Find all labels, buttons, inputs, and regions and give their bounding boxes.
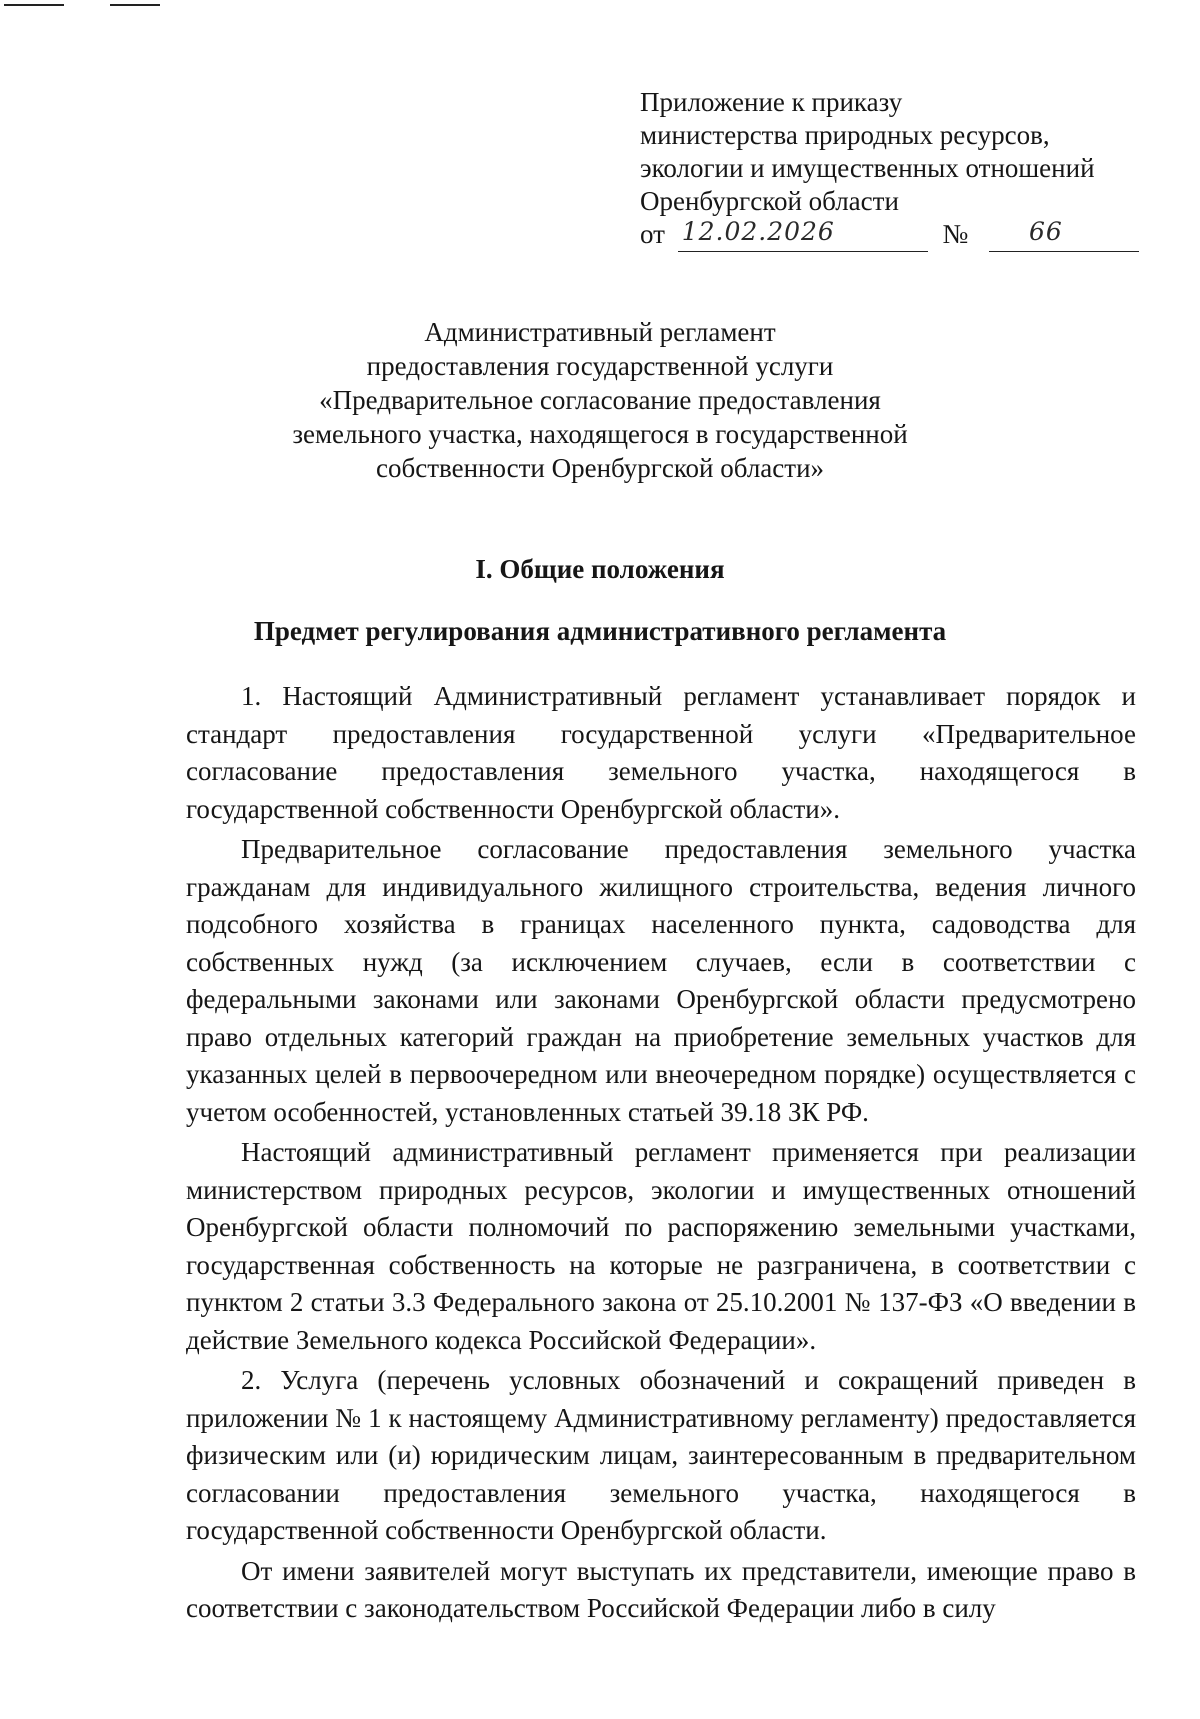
number-fill-line: [989, 218, 1139, 252]
scan-corner-mark-left: [4, 4, 64, 6]
handwritten-date: 12.02.2026: [681, 217, 835, 246]
paragraph: Настоящий административный регламент применяется при реализации министерством природных ресурсов, экологии и имущественных отношений Оренбургской области полномочий по распоряжению земельными участками, государственная собственность на которые не разграничена, в соответствии с пунктом 2 статьи 3.3 Федерального закона от 25.10.2001 № 137-ФЗ «О введении в действие Земельного кодекса Российской Федерации».: [186, 1137, 1136, 1355]
handwritten-number: 66: [1028, 217, 1063, 246]
number-prefix: №: [942, 219, 969, 249]
date-fill-line: [678, 218, 928, 252]
title-line: земельного участка, находящегося в государственной: [292, 419, 908, 449]
approval-line: министерства природных ресурсов,: [640, 120, 1050, 150]
subsection-heading: Предмет регулирования административного регламента: [253, 616, 947, 646]
scan-corner-mark-right: [110, 4, 160, 6]
date-prefix: от: [640, 219, 665, 249]
body-text: [186, 678, 1136, 1631]
approval-line: Приложение к приказу: [640, 87, 903, 117]
title-line: собственности Оренбургской области»: [375, 453, 825, 483]
paragraph: 1. Настоящий Административный регламент устанавливает порядок и стандарт предоставления государственной услуги «Предварительное согласование предоставления земельного участка, находящегося в государственной собственности Оренбургской области».: [186, 681, 1136, 824]
title-line: «Предварительное согласование предоставления: [319, 385, 881, 415]
approval-line: экологии и имущественных отношений: [640, 153, 1095, 183]
document-title: [0, 315, 1200, 485]
section-heading: I. Общие положения: [475, 554, 725, 584]
title-line: предоставления государственной услуги: [366, 351, 834, 381]
title-line: Административный регламент: [424, 317, 776, 347]
approval-block: [640, 86, 1140, 252]
paragraph: 2. Услуга (перечень условных обозначений и сокращений приведен в приложении № 1 к настоящему Административному регламенту) предоставляется физическим или (и) юридическим лицам, заинтересованным в предварительном согласовании предоставления земельного участка, находящегося в государственной собственности Оренбургской области.: [186, 1365, 1136, 1545]
paragraph: От имени заявителей могут выступать их представители, имеющие право в соответствии с законодательством Российской Федерации либо в силу: [186, 1555, 1136, 1623]
paragraph: Предварительное согласование предоставления земельного участка гражданам для индивидуального жилищного строительства, ведения личного подсобного хозяйства в границах населенного пункта, садоводства для собственных нужд (за исключением случаев, если в соответствии с федеральными законами или законами Оренбургской области предусмотрено право отдельных категорий граждан на приобретение земельных участков для указанных целей в первоочередном или внеочередном порядке) осуществляется с учетом особенностей, установленных статьей 39.18 ЗК РФ.: [186, 834, 1136, 1127]
approval-line: Оренбургской области: [640, 186, 899, 216]
approval-date-row: [640, 218, 1140, 252]
